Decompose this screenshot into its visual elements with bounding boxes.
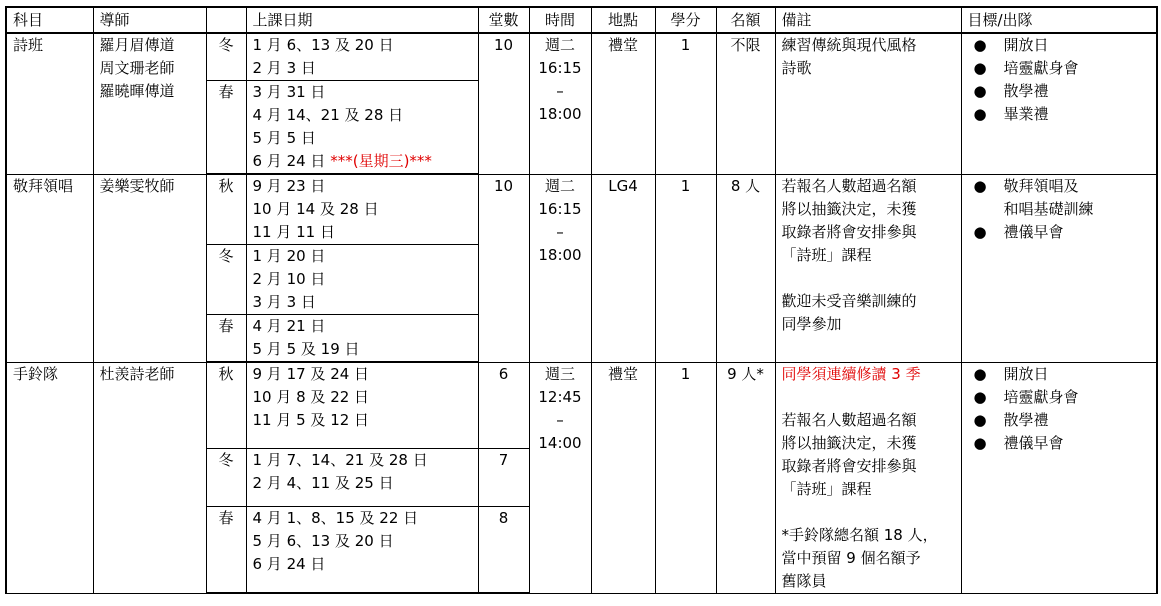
time-day: 週二 bbox=[544, 176, 575, 195]
subject-cell: 詩班 bbox=[6, 33, 93, 174]
header-dates: 上課日期 bbox=[246, 7, 478, 33]
remark-spacer bbox=[782, 386, 955, 409]
remark-line: 舊隊員 bbox=[781, 571, 827, 590]
remark-line: 若報名人數超過名額 bbox=[781, 410, 917, 429]
instructor-name: 姜樂雯牧師 bbox=[99, 176, 175, 195]
instructor-cell bbox=[93, 33, 206, 174]
header-sessions: 堂數 bbox=[478, 7, 529, 33]
date-line: 11 月 5 及 12 日 bbox=[252, 411, 370, 429]
season-cell: 冬 bbox=[206, 245, 246, 315]
credits-cell: 1 bbox=[655, 362, 716, 593]
time-end: 18:00 bbox=[538, 245, 582, 264]
time-day: 週三 bbox=[544, 364, 575, 383]
bullet-dot-icon: ● bbox=[973, 82, 987, 100]
header-season bbox=[206, 7, 246, 33]
date-line: 10 月 8 及 22 日 bbox=[252, 388, 370, 406]
goal-line: 和唱基礎訓練 bbox=[1003, 199, 1094, 218]
sessions-cell: 7 bbox=[478, 449, 529, 507]
season-cell: 春 bbox=[206, 315, 246, 363]
sessions-cell: 6 bbox=[478, 362, 529, 449]
date-line: 2 月 10 日 bbox=[252, 270, 326, 288]
weekday-note: ***(星期三)*** bbox=[330, 152, 432, 170]
header-credits: 學分 bbox=[655, 7, 716, 33]
remark-line: 當中預留 9 個名額予 bbox=[781, 548, 921, 567]
date-line: 4 月 1、8、15 及 22 日 bbox=[252, 508, 419, 527]
remark-line: 取錄者將會安排參與 bbox=[781, 222, 917, 241]
instructor-cell bbox=[93, 174, 206, 362]
dates-cell bbox=[246, 362, 478, 449]
goal-item bbox=[968, 175, 1151, 221]
credits-cell: 1 bbox=[655, 174, 716, 362]
remark-line: *手鈴隊總名額 18 人， bbox=[781, 525, 938, 544]
season-cell: 秋 bbox=[206, 174, 246, 245]
date-line: 6 月 24 日 bbox=[252, 554, 326, 573]
bullet-dot-icon: ● bbox=[973, 433, 987, 452]
date-line: 2 月 3 日 bbox=[252, 59, 316, 77]
season-cell: 冬 bbox=[206, 449, 246, 507]
goal-item: ● 開放日 bbox=[968, 363, 1151, 386]
header-venue: 地點 bbox=[591, 7, 655, 33]
remark-line: 同學參加 bbox=[781, 314, 842, 333]
remark-line: 將以抽籤決定，未獲 bbox=[781, 199, 917, 218]
goal-item: ● 開放日 bbox=[968, 34, 1151, 57]
goals-list bbox=[968, 34, 1151, 126]
date-line: 4 月 21 日 bbox=[252, 317, 326, 335]
quota-cell: 8 人 bbox=[716, 174, 775, 362]
date-line: 1 月 7、14、21 及 28 日 bbox=[252, 451, 428, 470]
date-line: 6 月 24 日 ***(星期三)*** bbox=[252, 152, 432, 170]
season-cell: 冬 bbox=[206, 33, 246, 81]
remark-line: 詩歌 bbox=[781, 59, 812, 77]
date-line: 11 月 11 日 bbox=[252, 223, 335, 241]
time-start: 12:45 bbox=[538, 387, 582, 406]
goals-cell bbox=[961, 362, 1157, 593]
header-instructor: 導師 bbox=[93, 7, 206, 33]
date-line: 1 月 20 日 bbox=[252, 247, 326, 265]
table-row bbox=[6, 33, 1157, 81]
remark-line: 歡迎未受音樂訓練的 bbox=[781, 291, 917, 310]
time-day: 週二 bbox=[544, 36, 575, 54]
date-line: 5 月 5 及 19 日 bbox=[252, 340, 360, 358]
date-line: 2 月 4、11 及 25 日 bbox=[252, 474, 394, 493]
remark-line: 練習傳統與現代風格 bbox=[781, 36, 917, 54]
remark-line: 將以抽籤決定，未獲 bbox=[781, 433, 917, 452]
venue-cell: LG4 bbox=[591, 174, 655, 362]
goals-list bbox=[968, 175, 1151, 244]
bullet-dot-icon: ● bbox=[973, 59, 987, 77]
season-cell: 秋 bbox=[206, 362, 246, 449]
dates-cell bbox=[246, 315, 478, 363]
goals-cell bbox=[961, 33, 1157, 174]
venue-cell: 禮堂 bbox=[591, 33, 655, 174]
bullet-dot-icon: ● bbox=[973, 176, 987, 195]
bullet-dot-icon: ● bbox=[973, 36, 987, 54]
instructor-name: 周文珊老師 bbox=[99, 59, 175, 77]
remark-spacer bbox=[782, 501, 955, 524]
instructor-name: 羅曉暉傳道 bbox=[99, 82, 175, 100]
dates-cell bbox=[246, 174, 478, 245]
remark-line: 取錄者將會安排參與 bbox=[781, 456, 917, 475]
season-cell: 春 bbox=[206, 81, 246, 175]
remark-line: 若報名人數超過名額 bbox=[781, 176, 917, 195]
quota-cell: 9 人* bbox=[716, 362, 775, 593]
subject-cell: 手鈴隊 bbox=[6, 362, 93, 593]
bullet-dot-icon: ● bbox=[973, 410, 987, 429]
header-quota: 名額 bbox=[716, 7, 775, 33]
dates-cell bbox=[246, 449, 478, 507]
dates-cell bbox=[246, 81, 478, 175]
goal-item: ● 畢業禮 bbox=[968, 103, 1151, 126]
bullet-dot-icon: ● bbox=[973, 387, 987, 406]
date-line: 3 月 3 日 bbox=[252, 293, 316, 311]
remarks-cell bbox=[775, 33, 961, 174]
goal-line: 敬拜領唱及 bbox=[1003, 176, 1079, 195]
remark-line: 「詩班」課程 bbox=[781, 245, 872, 264]
dates-cell bbox=[246, 506, 478, 593]
date-line: 9 月 17 及 24 日 bbox=[252, 365, 370, 383]
goals-list bbox=[968, 363, 1151, 455]
time-dash: – bbox=[556, 222, 564, 241]
venue-cell: 禮堂 bbox=[591, 362, 655, 593]
time-cell bbox=[529, 174, 591, 362]
goal-item: ● 禮儀早會 bbox=[968, 432, 1151, 455]
goal-item: ● 禮儀早會 bbox=[968, 221, 1151, 244]
sessions-cell: 8 bbox=[478, 506, 529, 593]
course-schedule-table bbox=[5, 6, 1158, 594]
goal-item: ● 散學禮 bbox=[968, 409, 1151, 432]
date-line: 5 月 6、13 及 20 日 bbox=[252, 531, 394, 550]
time-dash: – bbox=[556, 82, 564, 100]
season-cell: 春 bbox=[206, 506, 246, 593]
instructor-name: 杜羡詩老師 bbox=[99, 364, 175, 383]
goal-item: ● 培靈獻身會 bbox=[968, 386, 1151, 409]
date-line: 5 月 5 日 bbox=[252, 129, 316, 147]
header-subject: 科目 bbox=[6, 7, 93, 33]
goal-item: ● 散學禮 bbox=[968, 80, 1151, 103]
goals-cell bbox=[961, 174, 1157, 362]
table-row bbox=[6, 174, 1157, 245]
date-line: 10 月 14 及 28 日 bbox=[252, 200, 379, 218]
credits-cell: 1 bbox=[655, 33, 716, 174]
quota-cell: 不限 bbox=[716, 33, 775, 174]
time-end: 18:00 bbox=[538, 105, 582, 123]
bullet-dot-icon: ● bbox=[973, 105, 987, 123]
sessions-cell: 10 bbox=[478, 174, 529, 362]
bullet-dot-icon: ● bbox=[973, 364, 987, 383]
remarks-cell bbox=[775, 362, 961, 593]
time-cell bbox=[529, 33, 591, 174]
date-line: 9 月 23 日 bbox=[252, 177, 326, 195]
date-line: 1 月 6、13 及 20 日 bbox=[252, 36, 394, 54]
remark-highlight: 同學須連續修讀 3 季 bbox=[781, 364, 921, 383]
header-time: 時間 bbox=[529, 7, 591, 33]
header-row bbox=[6, 7, 1157, 33]
time-end: 14:00 bbox=[538, 433, 582, 452]
time-start: 16:15 bbox=[538, 59, 582, 77]
time-dash: – bbox=[556, 410, 564, 429]
remarks-cell bbox=[775, 174, 961, 362]
remark-spacer bbox=[782, 267, 955, 290]
instructor-cell bbox=[93, 362, 206, 593]
header-goals: 目標/出隊 bbox=[961, 7, 1157, 33]
subject-cell: 敬拜領唱 bbox=[6, 174, 93, 362]
dates-cell bbox=[246, 245, 478, 315]
bullet-dot-icon: ● bbox=[973, 222, 987, 241]
date-line: 4 月 14、21 及 28 日 bbox=[252, 106, 404, 124]
instructor-name: 羅月眉傳道 bbox=[99, 36, 175, 54]
table-row bbox=[6, 362, 1157, 449]
remark-line: 「詩班」課程 bbox=[781, 479, 872, 498]
date-line: 3 月 31 日 bbox=[252, 83, 326, 101]
time-cell bbox=[529, 362, 591, 593]
header-remarks: 備註 bbox=[775, 7, 961, 33]
goal-item: ● 培靈獻身會 bbox=[968, 57, 1151, 80]
sessions-cell: 10 bbox=[478, 33, 529, 174]
time-start: 16:15 bbox=[538, 199, 582, 218]
dates-cell bbox=[246, 33, 478, 81]
